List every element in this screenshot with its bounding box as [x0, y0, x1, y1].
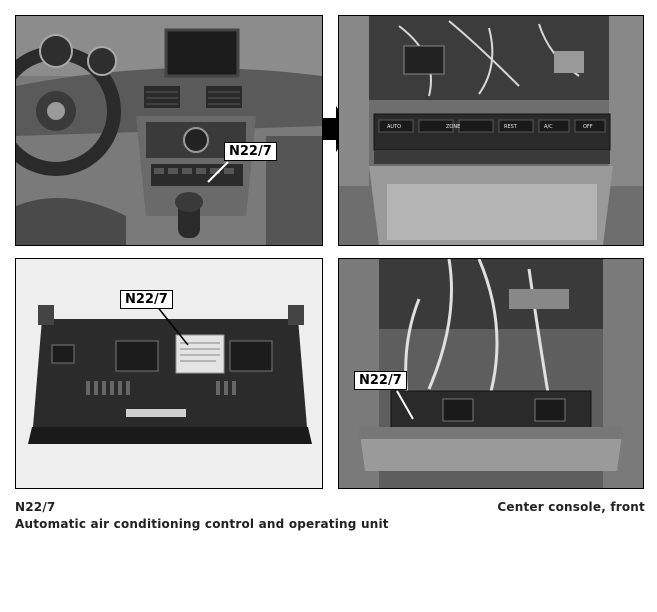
- panel-button-zone: ZONE: [446, 124, 461, 130]
- dashboard-illustration: [16, 16, 322, 245]
- panel-button-auto: AUTO: [387, 124, 402, 130]
- callout-label-panel4: N22/7: [354, 371, 407, 390]
- photo-console-removed: [338, 15, 644, 246]
- photo-dashboard-overview: [15, 15, 323, 246]
- callout-label-panel1: N22/7: [224, 142, 277, 161]
- caption-description: Automatic air conditioning control and operating unit: [15, 517, 389, 531]
- caption-location: Center console, front: [497, 500, 645, 514]
- panel-button-rest: REST: [504, 124, 517, 130]
- callout-label-panel3: N22/7: [120, 290, 173, 309]
- panel-button-ac: A/C: [544, 124, 553, 130]
- caption-code: N22/7: [15, 500, 56, 514]
- panel-button-off: OFF: [583, 124, 593, 130]
